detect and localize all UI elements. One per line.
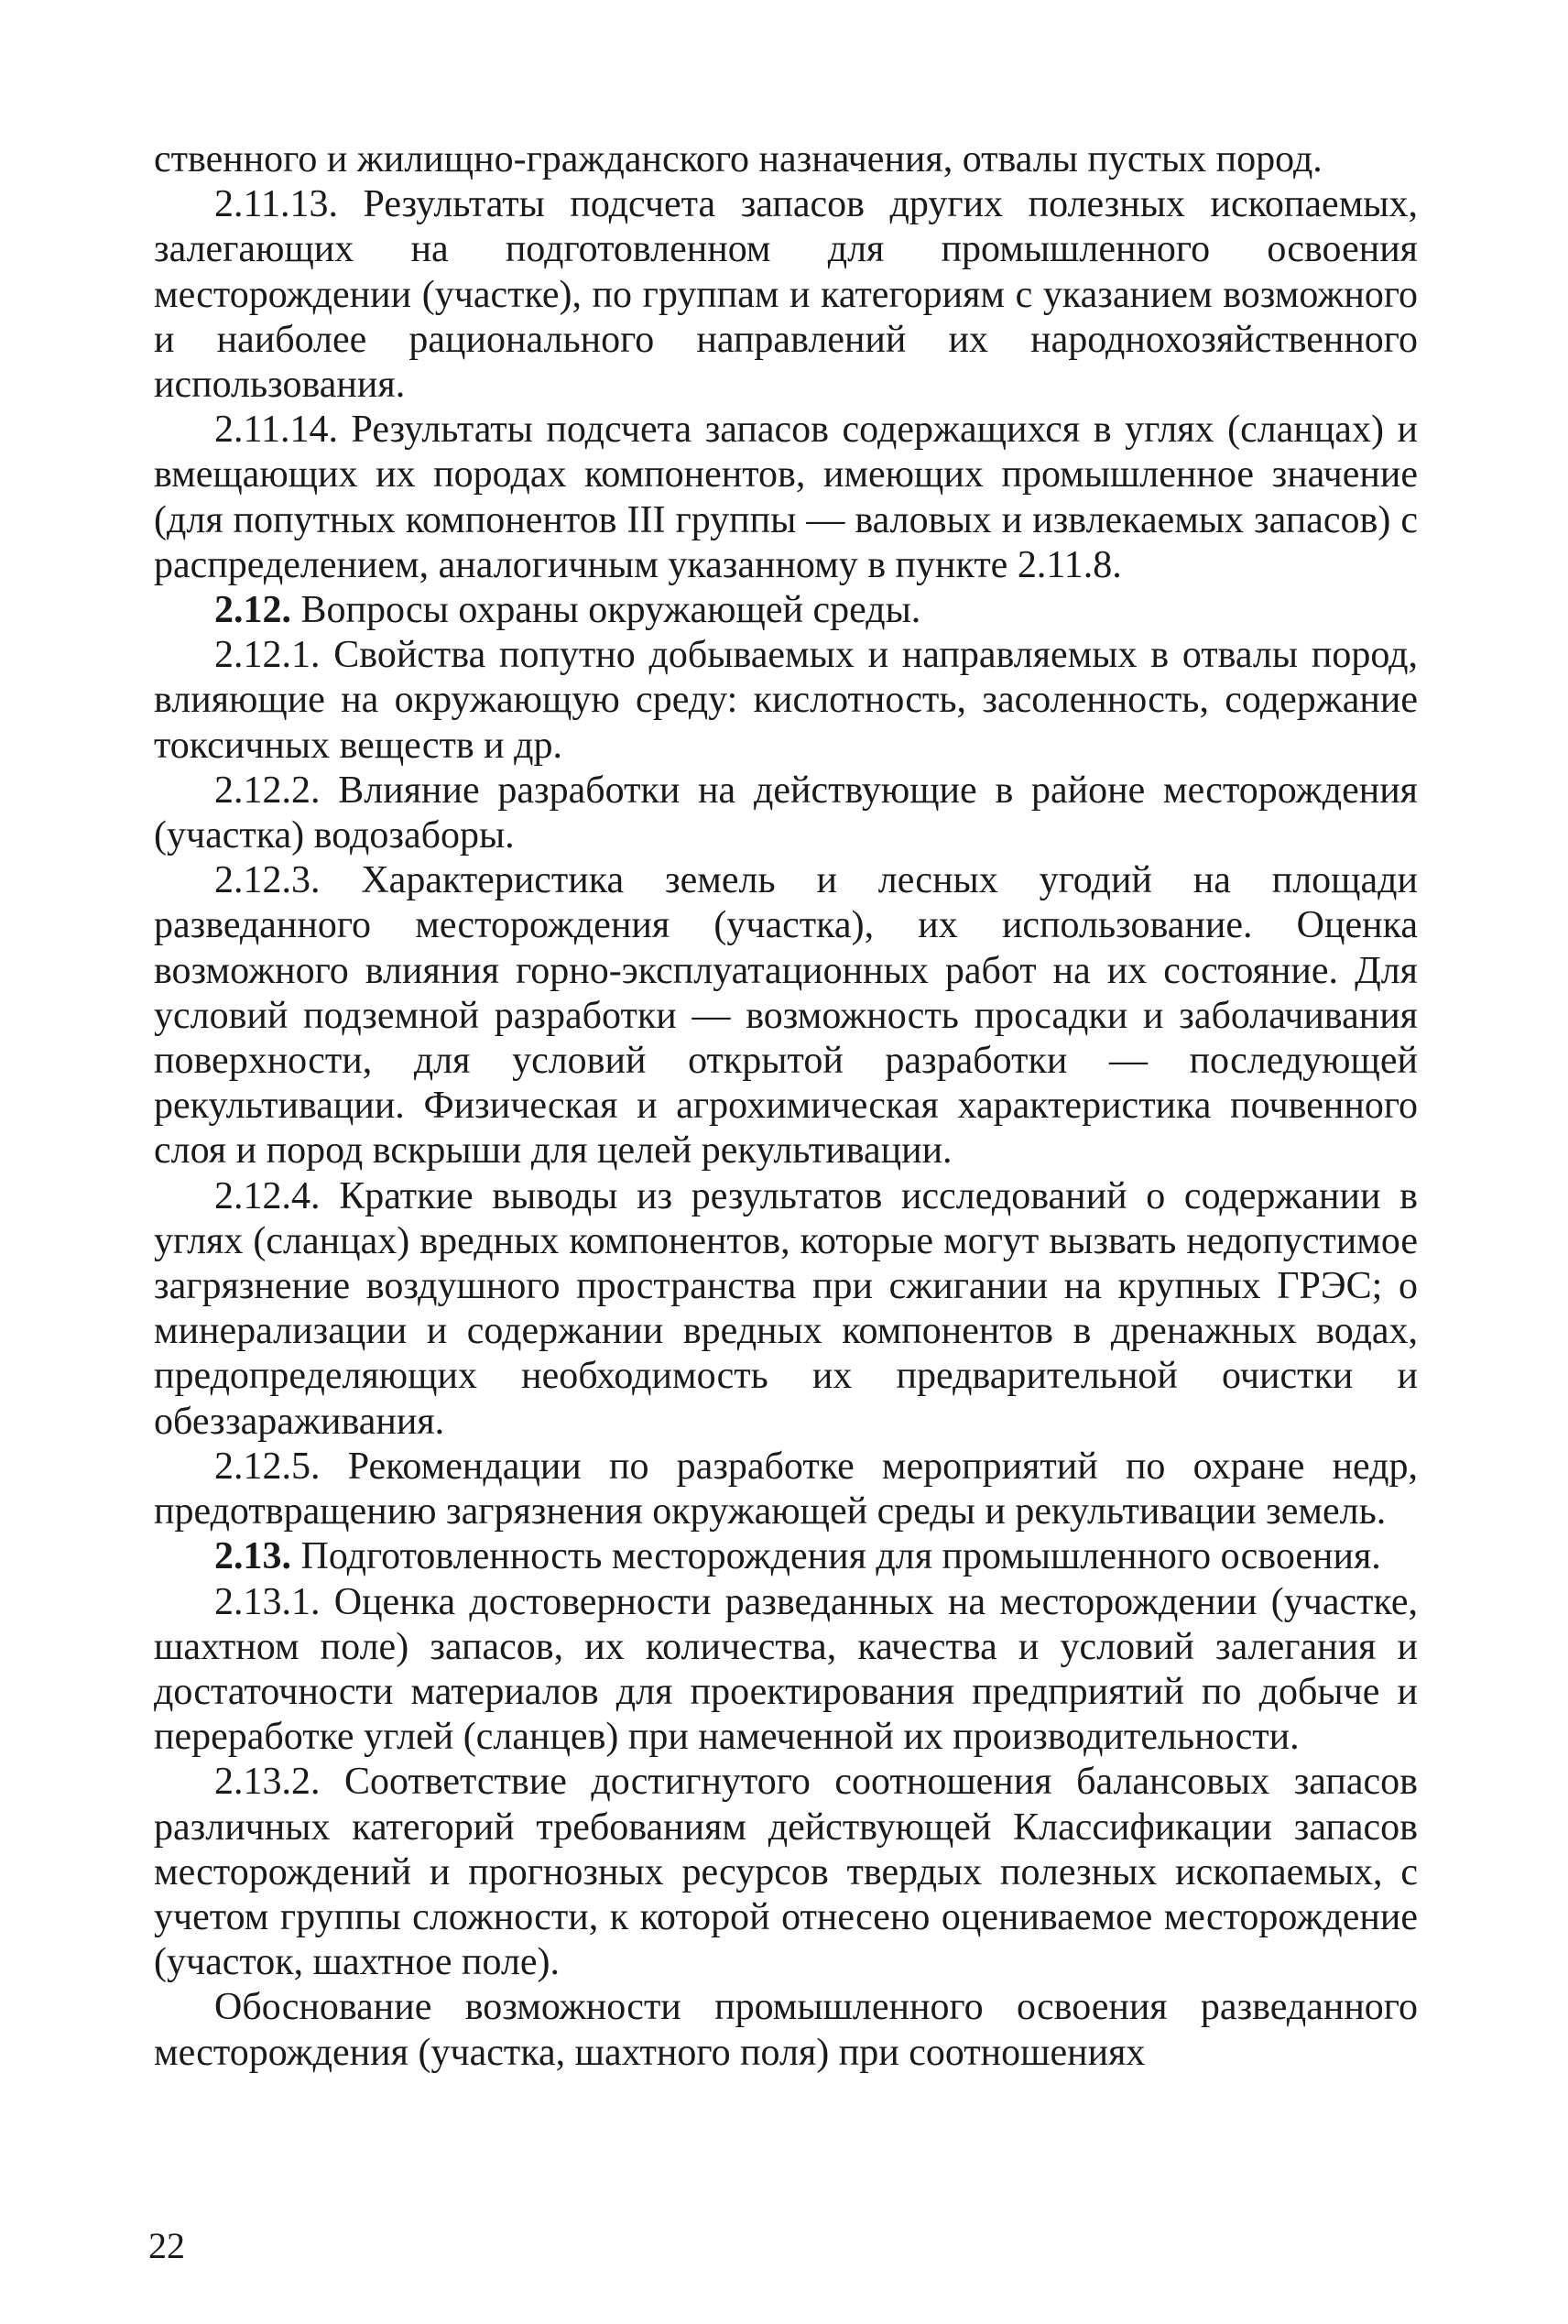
paragraph-2-13-2: [154, 1760, 1418, 1985]
paragraph-text: 2.12.3. Характеристика земель и лесных угодий на площади разведанного месторождения (участка), их использование. Оценка возможного влияния горно-эксплуатационных работ на их состояние. Для условий подземной разработки — возможность просадки и заболачивания поверхности, для условий открытой разработки — последующей рекультивации. Физическая и агрохимическая характеристика почвенного слоя и пород вскрыши для целей рекультивации.: [154, 859, 1418, 1173]
paragraph-continuation: [154, 137, 1418, 182]
paragraph-2-12-4: [154, 1174, 1418, 1445]
page-number: 22: [148, 2225, 185, 2266]
paragraph-text: 2.11.13. Результаты подсчета запасов других полезных ископаемых, залегающих на подготовленном для промышленного освоения месторождении (участке), по группам и категориям с указанием возможного и наиболее рационального направлений их народнохозяйственного использования.: [154, 183, 1418, 407]
paragraph-2-11-13: [154, 182, 1418, 408]
paragraph-text: 2.12.2. Влияние разработки на действующие в районе месторождения (участка) водозаборы.: [154, 769, 1418, 857]
paragraph-2-13-1: [154, 1580, 1418, 1761]
section-heading-2-12: [154, 588, 1418, 633]
section-heading-2-13: [154, 1534, 1418, 1579]
section-title: Вопросы охраны окружающей среды.: [291, 589, 921, 632]
paragraph-justification: [154, 1985, 1418, 2075]
paragraph-2-12-1: [154, 633, 1418, 769]
paragraph-2-11-14: [154, 408, 1418, 588]
paragraph-text: 2.13.1. Оценка достоверности разведанных на месторождении (участке, шахтном поле) запасов, их количества, качества и условий залегания и достаточности материалов для проектирования предприятий по добыче и переработке углей (сланцев) при намеченной их производительности.: [154, 1580, 1418, 1759]
paragraph-text: 2.11.14. Результаты подсчета запасов содержащихся в углях (сланцах) и вмещающих их породах компонентов, имеющих промышленное значение (для попутных компонентов III группы — валовых и извлекаемых запасов) с распределением, аналогичным указанному в пункте 2.11.8.: [154, 409, 1418, 586]
paragraph-text: 2.12.5. Рекомендации по разработке мероприятий по охране недр, предотвращению загрязнения окружающей среды и рекультивации земель.: [154, 1445, 1418, 1533]
paragraph-2-12-2: [154, 769, 1418, 858]
section-title: Подготовленность месторождения для промышленного освоения.: [291, 1535, 1381, 1578]
section-number: 2.13.: [214, 1535, 291, 1578]
paragraph-text: ственного и жилищно-гражданского назначения, отвалы пустых пород.: [154, 138, 1323, 180]
paragraph-2-12-5: [154, 1445, 1418, 1534]
paragraph-text: 2.12.1. Свойства попутно добываемых и направляемых в отвалы пород, влияющие на окружающую среду: кислотность, засоленность, содержание токсичных веществ и др.: [154, 634, 1418, 767]
document-body: [154, 137, 1418, 2076]
paragraph-2-12-3: [154, 858, 1418, 1173]
paragraph-text: 2.12.4. Краткие выводы из результатов исследований о содержании в углях (сланцах) вредных компонентов, которые могут вызвать недопустимое загрязнение воздушного пространства при сжигании на крупных ГРЭС; о минерализации и содержании вредных компонентов в дренажных водах, предопределяющих необходимость их предварительной очистки и обеззараживания.: [154, 1174, 1418, 1443]
paragraph-text: 2.13.2. Соответствие достигнутого соотношения балансовых запасов различных категорий требованиям действующей Классификации запасов месторождений и прогнозных ресурсов твердых полезных ископаемых, с учетом группы сложности, к которой отнесено оцениваемое месторождение (участок, шахтное поле).: [154, 1761, 1418, 1984]
section-number: 2.12.: [214, 589, 291, 632]
paragraph-text: Обоснование возможности промышленного освоения разведанного месторождения (участка, шахтного поля) при соотношениях: [154, 1986, 1418, 2074]
